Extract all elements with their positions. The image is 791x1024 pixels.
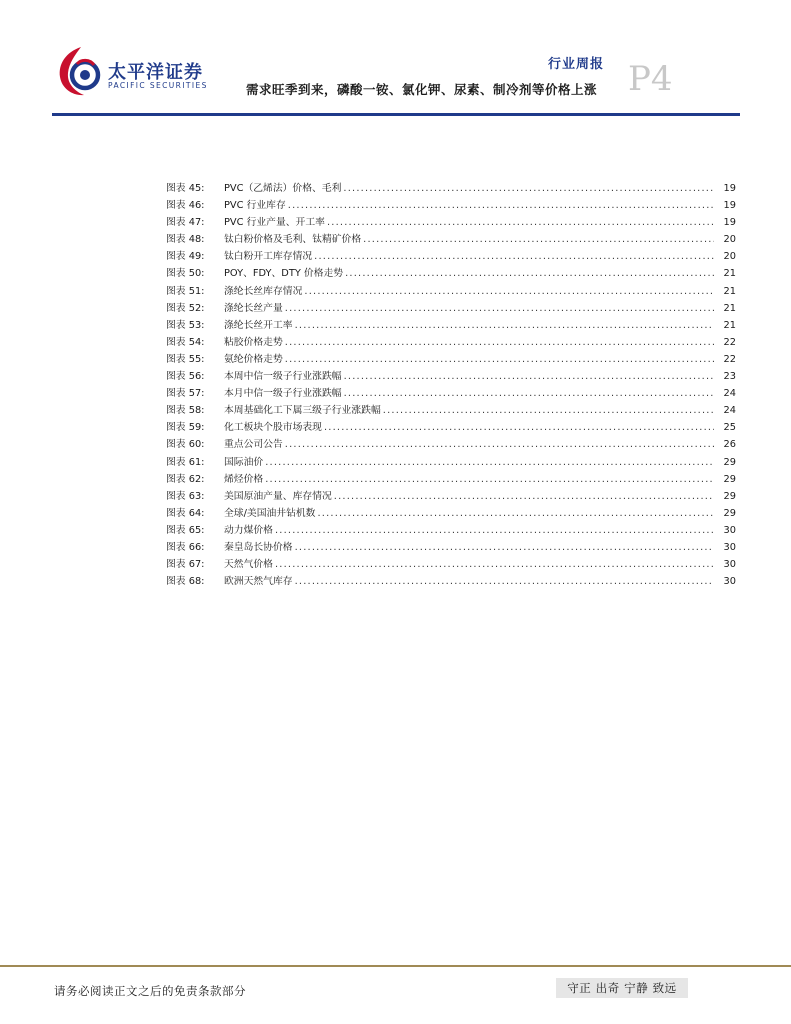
toc-entry-title: 美国原油产量、库存情况 — [224, 490, 332, 502]
toc-dot-leader — [304, 286, 714, 297]
toc-entry[interactable] — [166, 436, 736, 453]
toc-entry[interactable] — [166, 539, 736, 556]
toc-entry-title: 欧洲天然气库存 — [224, 576, 293, 588]
toc-entry-title: 氨纶价格走势 — [224, 353, 283, 365]
toc-dot-leader — [295, 542, 714, 553]
toc-dot-leader — [285, 354, 714, 365]
toc-entry[interactable] — [166, 454, 736, 471]
toc-dot-leader — [265, 474, 714, 485]
logo-mark-icon — [54, 44, 108, 98]
toc-entry[interactable] — [166, 385, 736, 402]
toc-entry-title: 本周中信一级子行业涨跌幅 — [224, 371, 342, 383]
toc-entry-page: 29 — [723, 507, 736, 519]
footer-disclaimer: 请务必阅读正文之后的免责条款部分 — [54, 984, 246, 998]
toc-entry-page: 30 — [723, 559, 736, 571]
toc-entry-page: 29 — [723, 456, 736, 468]
toc-entry-page: 29 — [723, 490, 736, 502]
toc-entry[interactable] — [166, 334, 736, 351]
toc-dot-leader — [345, 268, 714, 279]
toc-entry-page: 24 — [723, 405, 736, 417]
toc-entry-label: 图表 56: — [166, 371, 205, 383]
toc-dot-leader — [344, 371, 714, 382]
figure-index-list — [166, 180, 736, 590]
report-title: 需求旺季到来，磷酸一铵、氯化钾、尿素、制冷剂等价格上涨 — [246, 82, 598, 97]
toc-entry-title: 涤纶长丝库存情况 — [224, 285, 303, 297]
toc-entry-page: 20 — [723, 251, 736, 263]
toc-dot-leader — [383, 405, 714, 416]
toc-entry-page: 19 — [723, 200, 736, 212]
toc-entry-title: 粘胶价格走势 — [224, 336, 283, 348]
toc-entry-label: 图表 47: — [166, 217, 205, 229]
toc-dot-leader — [334, 491, 714, 502]
toc-entry-page: 21 — [723, 302, 736, 314]
toc-entry-page: 19 — [723, 183, 736, 194]
toc-entry-title: 涤纶长丝开工率 — [224, 319, 293, 331]
toc-entry-title: 全球/美国油井钻机数 — [224, 507, 316, 519]
toc-entry-page: 30 — [723, 576, 736, 588]
toc-dot-leader — [285, 303, 714, 314]
brand-name-cn: 太平洋证券 — [108, 62, 203, 83]
toc-dot-leader — [317, 508, 714, 519]
toc-entry-label: 图表 62: — [166, 473, 205, 485]
toc-entry-label: 图表 45: — [166, 183, 205, 194]
toc-entry-label: 图表 57: — [166, 388, 205, 400]
toc-entry-page: 22 — [723, 353, 736, 365]
toc-entry-page: 25 — [723, 422, 736, 434]
footer-divider — [0, 965, 791, 967]
toc-entry[interactable] — [166, 351, 736, 368]
toc-entry-page: 21 — [723, 268, 736, 280]
toc-entry-page: 19 — [723, 217, 736, 229]
toc-entry-page: 21 — [723, 285, 736, 297]
toc-entry-title: 本月中信一级子行业涨跌幅 — [224, 388, 342, 400]
toc-entry-title: POY、FDY、DTY 价格走势 — [224, 268, 344, 280]
toc-entry[interactable] — [166, 214, 736, 231]
toc-entry-title: PVC 行业库存 — [224, 200, 286, 212]
toc-entry[interactable] — [166, 556, 736, 573]
toc-entry-label: 图表 48: — [166, 234, 205, 246]
toc-entry-page: 24 — [723, 388, 736, 400]
toc-entry[interactable] — [166, 522, 736, 539]
toc-dot-leader — [275, 525, 714, 536]
toc-entry-label: 图表 66: — [166, 541, 205, 553]
toc-entry-page: 29 — [723, 473, 736, 485]
toc-entry-label: 图表 60: — [166, 439, 205, 451]
toc-entry-label: 图表 54: — [166, 336, 205, 348]
toc-entry[interactable] — [166, 180, 736, 197]
toc-entry-title: PVC 行业产量、开工率 — [224, 217, 325, 229]
toc-entry-label: 图表 65: — [166, 524, 205, 536]
toc-entry-title: 秦皇岛长协价格 — [224, 541, 293, 553]
toc-entry-title: 化工板块个股市场表现 — [224, 422, 322, 434]
toc-entry-label: 图表 55: — [166, 353, 205, 365]
toc-entry-label: 图表 64: — [166, 507, 205, 519]
toc-entry-label: 图表 51: — [166, 285, 205, 297]
toc-entry-page: 20 — [723, 234, 736, 246]
toc-dot-leader — [314, 251, 714, 262]
toc-dot-leader — [344, 388, 714, 399]
toc-dot-leader — [327, 217, 714, 228]
toc-dot-leader — [265, 457, 714, 468]
toc-entry-page: 30 — [723, 541, 736, 553]
toc-entry-page: 26 — [723, 439, 736, 451]
toc-entry-page: 22 — [723, 336, 736, 348]
toc-entry-label: 图表 58: — [166, 405, 205, 417]
toc-dot-leader — [295, 576, 714, 587]
toc-entry-label: 图表 46: — [166, 200, 205, 212]
toc-entry-page: 30 — [723, 524, 736, 536]
toc-entry-label: 图表 52: — [166, 302, 205, 314]
toc-entry[interactable] — [166, 265, 736, 282]
toc-dot-leader — [275, 559, 714, 570]
toc-entry-title: 涤纶长丝产量 — [224, 302, 283, 314]
toc-dot-leader — [285, 439, 714, 450]
report-type: 行业周报 — [548, 57, 605, 72]
toc-dot-leader — [363, 234, 714, 245]
toc-entry[interactable] — [166, 419, 736, 436]
toc-entry[interactable] — [166, 471, 736, 488]
toc-entry-page: 21 — [723, 319, 736, 331]
toc-entry[interactable] — [166, 231, 736, 248]
company-logo — [54, 44, 108, 98]
toc-entry[interactable] — [166, 505, 736, 522]
page-number: P4 — [628, 59, 673, 99]
toc-entry-title: 重点公司公告 — [224, 439, 283, 451]
toc-entry[interactable] — [166, 368, 736, 385]
toc-entry[interactable] — [166, 402, 736, 419]
toc-entry[interactable] — [166, 488, 736, 505]
toc-entry-label: 图表 53: — [166, 319, 205, 331]
brand-name-en: PACIFIC SECURITIES — [108, 81, 208, 90]
toc-entry-title: 国际油价 — [224, 456, 264, 468]
toc-entry-title: 钛白粉价格及毛利、钛精矿价格 — [224, 234, 362, 246]
toc-dot-leader — [285, 337, 714, 348]
toc-dot-leader — [295, 320, 714, 331]
toc-entry[interactable] — [166, 197, 736, 214]
toc-entry-page: 23 — [723, 371, 736, 383]
toc-entry-label: 图表 63: — [166, 490, 205, 502]
toc-dot-leader — [324, 422, 714, 433]
toc-entry[interactable] — [166, 300, 736, 317]
toc-entry[interactable] — [166, 283, 736, 300]
toc-entry[interactable] — [166, 573, 736, 590]
toc-dot-leader — [343, 183, 714, 194]
toc-entry-title: 天然气价格 — [224, 559, 273, 571]
toc-entry[interactable] — [166, 248, 736, 265]
toc-entry-title: PVC（乙烯法）价格、毛利 — [224, 183, 342, 194]
toc-entry-label: 图表 67: — [166, 559, 205, 571]
toc-entry-label: 图表 59: — [166, 422, 205, 434]
toc-entry-label: 图表 50: — [166, 268, 205, 280]
toc-entry-label: 图表 49: — [166, 251, 205, 263]
toc-entry-label: 图表 61: — [166, 456, 205, 468]
toc-entry-label: 图表 68: — [166, 576, 205, 588]
footer-slogan: 守正 出奇 宁静 致远 — [556, 978, 688, 998]
header-divider — [52, 113, 740, 116]
toc-entry-title: 本周基础化工下属三级子行业涨跌幅 — [224, 405, 381, 417]
toc-entry-title: 钛白粉开工库存情况 — [224, 251, 313, 263]
toc-entry-title: 烯烃价格 — [224, 473, 264, 485]
toc-dot-leader — [288, 200, 714, 211]
toc-entry-title: 动力煤价格 — [224, 524, 273, 536]
toc-entry[interactable] — [166, 317, 736, 334]
